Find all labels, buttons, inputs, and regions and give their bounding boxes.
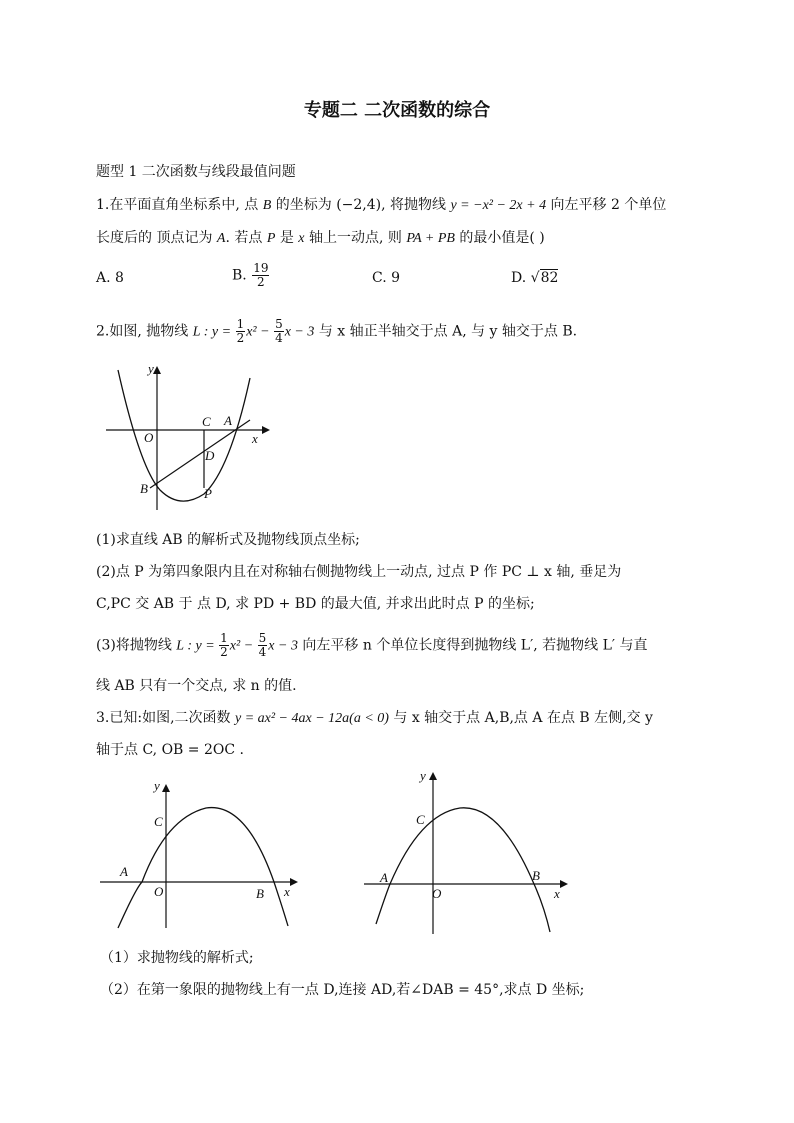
q3-part1: （1）求抛物线的解析式; (100, 950, 254, 966)
label-x: x (284, 884, 290, 899)
q3-figure-right (360, 766, 580, 938)
parabola (118, 808, 288, 928)
y-axis-arrow (162, 784, 170, 792)
label-p: P (204, 486, 212, 501)
q2-part2-line2: C,PC 交 AB 于 点 D, 求 PD + BD 的最大值, 并求出此时点 P 的坐标; (96, 596, 535, 612)
y-axis-arrow (153, 366, 161, 374)
x-axis-arrow (560, 880, 568, 888)
label-y: y (154, 778, 160, 793)
label-a: A (224, 413, 232, 428)
label-c: C (154, 814, 163, 829)
q1-line2: 长度后的 顶点记为 A. 若点 P 是 x 轴上一动点, 则 PA + PB 的最小值是( ) (96, 230, 545, 246)
label-a: A (380, 870, 388, 885)
q3-line1: 3.已知:如图,二次函数 y = ax² − 4ax − 12a(a < 0) 与 x 轴交于点 A,B,点 A 在点 B 左侧,交 y (96, 710, 653, 726)
section-heading: 题型 1 二次函数与线段最值问题 (96, 164, 296, 180)
q3-line2: 轴于点 C, OB = 2OC . (96, 742, 244, 758)
q3-figure-left (96, 778, 306, 938)
label-y: y (420, 768, 426, 783)
label-x: x (252, 431, 258, 446)
page-title: 专题二 二次函数的综合 (303, 100, 491, 121)
q2-part1: (1)求直线 AB 的解析式及抛物线顶点坐标; (96, 532, 360, 548)
parabola (376, 808, 550, 932)
label-b: B (532, 868, 540, 883)
label-d: D (205, 448, 215, 463)
label-c: C (202, 414, 211, 429)
q1-option-c: C. 9 (372, 270, 401, 286)
q1-line1: 1.在平面直角坐标系中, 点 B 的坐标为 (−2,4), 将抛物线 y = −x² − 2x + 4 向左平移 2 个单位 (96, 197, 667, 213)
parabola (118, 370, 250, 501)
label-a: A (120, 864, 128, 879)
q1-option-b: B. $\frac{19}{2}$ (232, 261, 269, 289)
label-o: O (432, 886, 442, 901)
q2-part2-line1: (2)点 P 为第四象限内且在对称轴右侧抛物线上一动点, 过点 P 作 PC ⊥ x 轴, 垂足为 (96, 564, 622, 580)
q2-intro: 2.如图, 抛物线 L : y = $\frac{1}{2}$ x² − $\frac{5}{4}$ x − 3 与 x 轴正半轴交于点 A, 与 y 轴交于点 B. (96, 317, 578, 345)
label-b: B (140, 481, 148, 496)
label-b: B (256, 886, 264, 901)
label-y: y (148, 361, 154, 376)
q2-figure (100, 360, 280, 520)
q3-part2: （2）在第一象限的抛物线上有一点 D,连接 AD,若∠DAB = 45°,求点 D 坐标; (100, 982, 585, 998)
q1-option-d: D. √82 (511, 270, 559, 286)
q2-part3-line1: (3)将抛物线 L : y = $\frac{1}{2}$ x² − $\frac{5}{4}$ x − 3 向左平移 n 个单位长度得到抛物线 L′, 若抛物线 L′ 与直 (96, 631, 648, 659)
x-axis-arrow (262, 426, 270, 434)
x-axis-arrow (290, 878, 298, 886)
y-axis-arrow (429, 772, 437, 780)
label-x: x (554, 886, 560, 901)
label-o: O (154, 884, 164, 899)
label-o: O (144, 430, 154, 445)
label-c: C (416, 812, 425, 827)
q1-option-a: A. 8 (96, 270, 124, 286)
q2-part3-line2: 线 AB 只有一个交点, 求 n 的值. (96, 678, 297, 694)
